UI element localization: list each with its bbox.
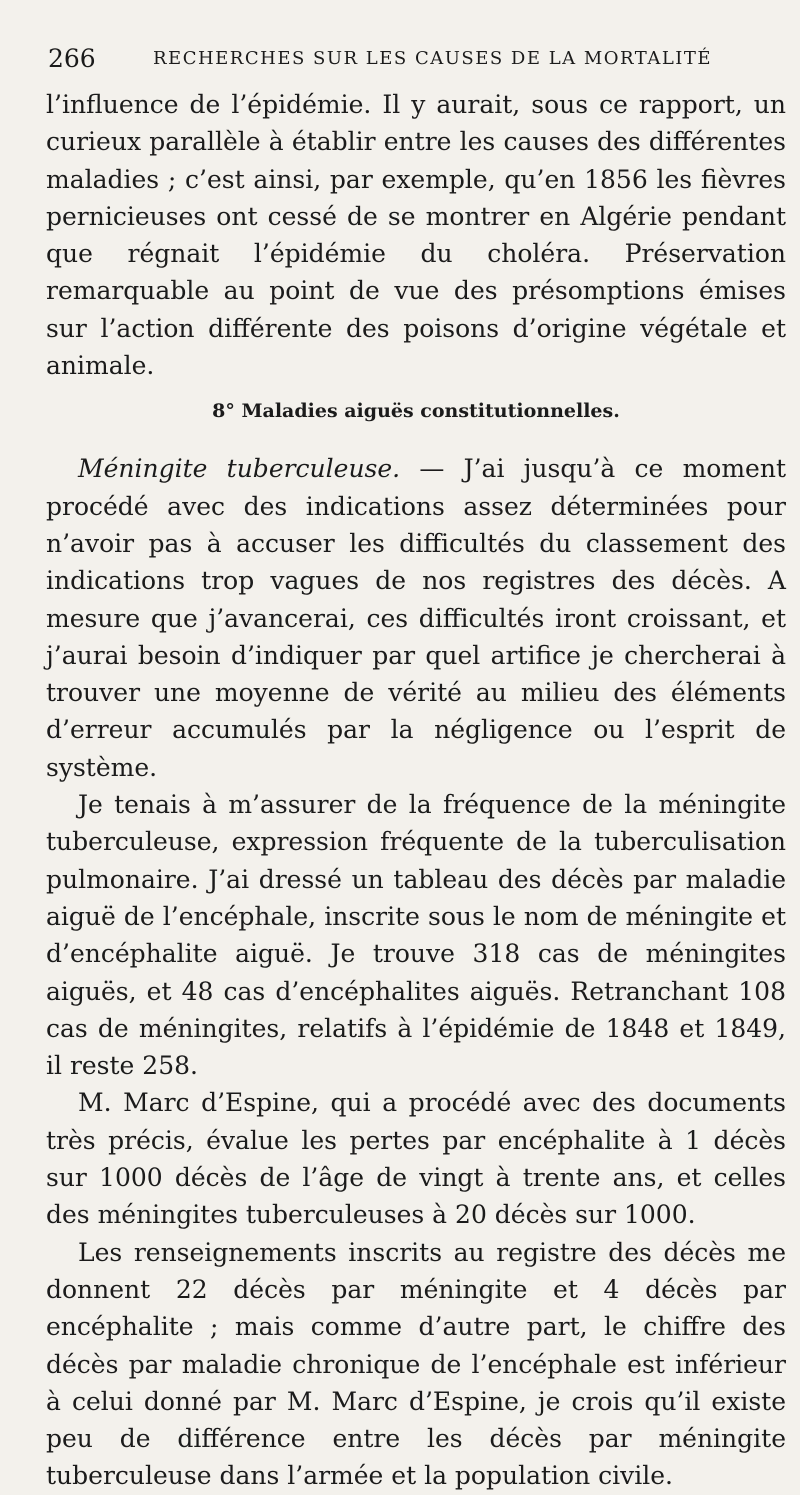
paragraph-meningitis-frequency: Je tenais à m’assurer de la fréquence de la méningite tuberculeuse, expression fréquente de la tuberculisation pulmonaire. J’ai dressé un tableau des décès par maladie aiguë de l’encéphale, inscrite sous le nom de méningite et d’encéphalite aiguë. Je trouve 318 cas de méningites aiguës, et 48 cas d’encéphalites aiguës. Retranchant 108 cas de méningites, relatifs à l’épidémie de 1848 et 1849, il reste 258. [46,790,786,1081]
paragraph-meningitis-intro [46,450,786,786]
running-title: RECHERCHES SUR LES CAUSES DE LA MORTALITÉ [153,48,713,69]
page-body [46,86,786,1495]
paragraph-lead-title: Méningite tuberculeuse. [78,454,401,484]
paragraph-text: — J’ai jusqu’à ce moment procédé avec des indications assez déterminées pour n’avoir pas à accuser les difficultés du classement des indications trop vagues de nos registres des décès. A mesure que j’avancerai, ces difficultés iront croissant, et j’aurai besoin d’indiquer par quel artifice je chercherai à trouver une moyenne de vérité au milieu des éléments d’erreur accumulés par la négligence ou l’esprit de système. [46,454,786,782]
paragraph-marc-despine: M. Marc d’Espine, qui a procédé avec des documents très précis, évalue les pertes par encéphalite à 1 décès sur 1000 décès de l’âge de vingt à trente ans, et celles des méningites tuberculeuses à 20 décès sur 1000. [46,1088,786,1230]
section-heading: 8° Maladies aiguës constitutionnelles. [212,400,620,423]
page-header [48,44,748,80]
paragraph-epidemic-influence: l’influence de l’épidémie. Il y aurait, sous ce rapport, un curieux parallèle à établir entre les causes des différentes maladies ; c’est ainsi, par exemple, qu’en 1856 les fièvres pernicieuses ont cessé de se montrer en Algérie pendant que régnait l’épidémie du choléra. Préservation remarquable au point de vue des présomptions émises sur l’action différente des poisons d’origine végétale et animale. [46,90,786,381]
paragraph-registry-data: Les renseignements inscrits au registre des décès me donnent 22 décès par méningite et 4 décès par encéphalite ; mais comme d’autre part, le chiffre des décès par maladie chronique de l’encéphale est inférieur à celui donné par M. Marc d’Espine, je crois qu’il existe peu de différence entre les décès par méningite tuberculeuse dans l’armée et la population civile. [46,1237,786,1491]
page-number: 266 [48,44,96,73]
